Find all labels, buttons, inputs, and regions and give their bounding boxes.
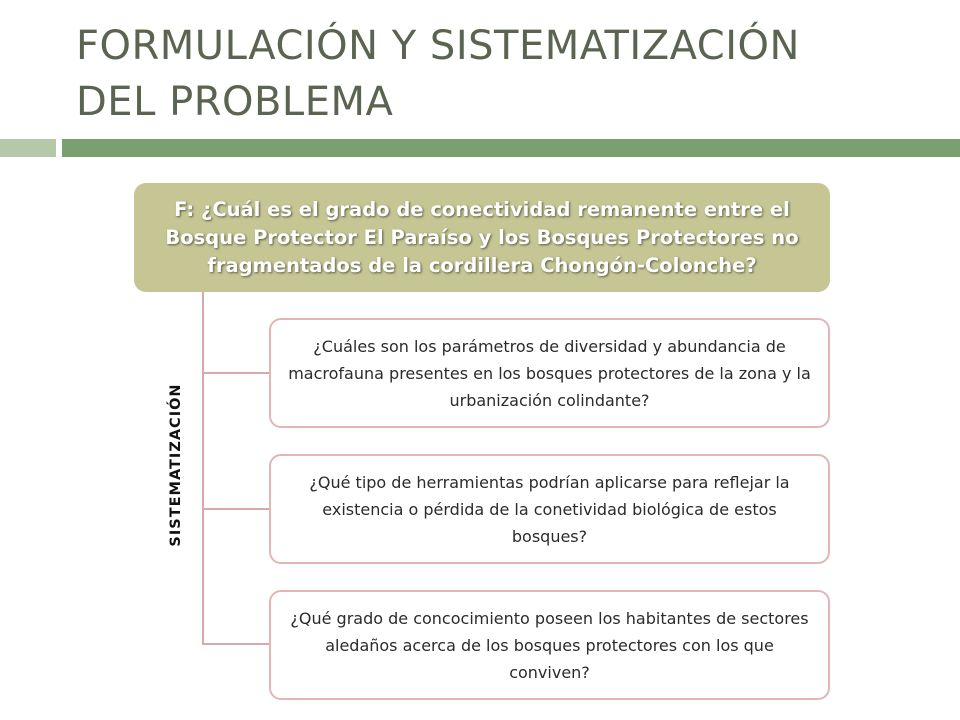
systematization-question-box-2 [269, 454, 830, 564]
hierarchy-connector-3 [202, 643, 270, 645]
formulation-box [134, 183, 830, 292]
systematization-question-2: ¿Qué tipo de herramientas podrían aplicarse para reflejar la existencia o pérdida de la conetividad biológica de estos bosques? [309, 472, 790, 546]
accent-bar-small [0, 139, 56, 157]
systematization-question-box-3 [269, 590, 830, 700]
systematization-question-box-1 [269, 318, 830, 428]
slide-title-line-1: FORMULACIÓN Y SISTEMATIZACIÓN [76, 23, 800, 69]
systematization-question-3: ¿Qué grado de concocimiento poseen los habitantes de sectores aledaños acerca de los bosques protectores con los que conviven? [290, 608, 809, 682]
slide-title [76, 18, 936, 130]
hierarchy-connector-1 [202, 372, 270, 374]
accent-bar-large [62, 139, 960, 157]
formulation-question: F: ¿Cuál es el grado de conectividad remanente entre el Bosque Protector El Paraíso y los Bosques Protectores no fragmentados de la cordillera Chongón-Colonche? [165, 197, 799, 277]
hierarchy-connector-2 [202, 508, 270, 510]
slide-title-line-2: DEL PROBLEMA [76, 79, 394, 125]
systematization-label: SISTEMATIZACIÓN [168, 383, 184, 547]
systematization-question-1: ¿Cuáles son los parámetros de diversidad y abundancia de macrofauna presentes en los bosques protectores de la zona y la urbanización colindante? [288, 336, 811, 410]
hierarchy-connector-vertical [202, 292, 204, 644]
